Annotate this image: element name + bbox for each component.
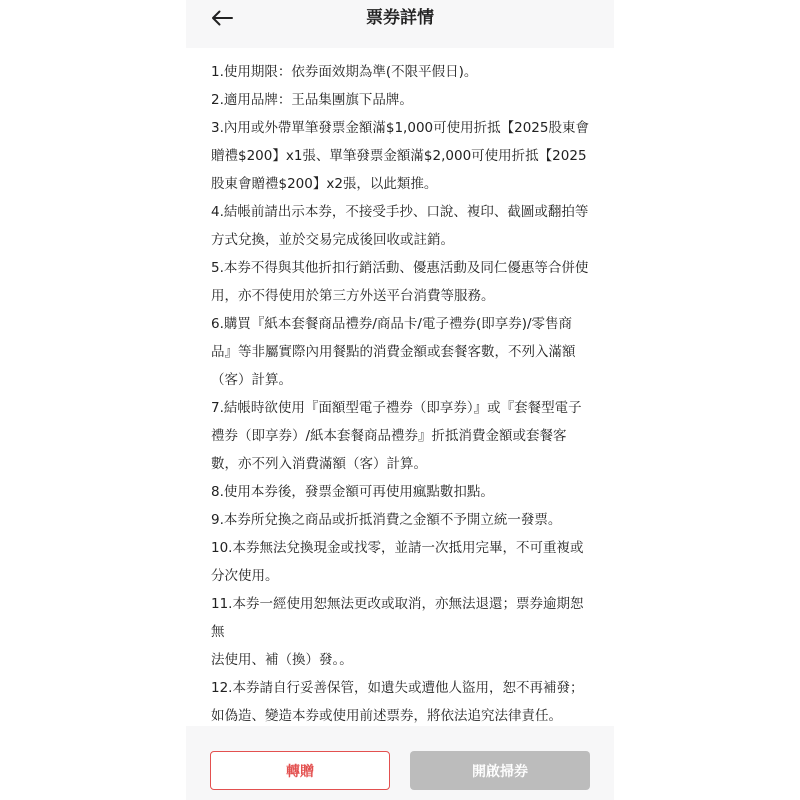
term-item: 3.內用或外帶單筆發票金額滿$1,000可使用折抵【2025股東會 贈禮$200】x1張、單筆發票金額滿$2,000可使用折抵【2025 股東會贈禮$200】x2張，以此類推。 xyxy=(211,120,589,192)
open-scan-button[interactable]: 開啟掃券 xyxy=(410,751,590,790)
action-bar xyxy=(186,726,614,800)
term-item: 10.本券無法兌換現金或找零，並請一次抵用完畢，不可重複或 分次使用。 xyxy=(211,540,584,584)
term-item: 1.使用期限：依券面效期為準(不限平假日)。 xyxy=(211,64,478,80)
terms-scroll-area[interactable] xyxy=(186,48,614,726)
term-item: 5.本券不得與其他折扣行銷活動、優惠活動及同仁優惠等合併使 用，亦不得使用於第三方外送平台消費等服務。 xyxy=(211,260,589,304)
term-item: 11.本券一經使用恕無法更改或取消，亦無法退還；票券逾期恕無 法使用、補（換）發。。 xyxy=(211,596,584,668)
term-item: 6.購買『紙本套餐商品禮券/商品卡/電子禮券(即享券)/零售商 品』等非屬實際內用餐點的消費金額或套餐客數，不列入滿額 （客）計算。 xyxy=(211,316,576,388)
term-item: 4.結帳前請出示本券，不接受手抄、口說、複印、截圖或翻拍等 方式兌換，並於交易完成後回收或註銷。 xyxy=(211,204,589,248)
terms-list xyxy=(186,48,614,758)
term-item: 9.本券所兌換之商品或折抵消費之金額不予開立統一發票。 xyxy=(211,512,562,528)
term-item: 7.結帳時欲使用『面額型電子禮券（即享券）』或『套餐型電子 禮券（即享券）/紙本套餐商品禮券』折抵消費金額或套餐客 數，亦不列入消費滿額（客）計算。 xyxy=(211,400,582,472)
term-item: 8.使用本券後，發票金額可再使用瘋點數扣點。 xyxy=(211,484,494,500)
header-bar xyxy=(186,0,614,48)
page-title: 票券詳情 xyxy=(366,8,434,28)
term-item: 12.本券請自行妥善保管，如遺失或遭他人盜用，恕不再補發； 如偽造、變造本券或使用前述票券，將依法追究法律責任。 xyxy=(211,680,584,724)
ticket-detail-screen xyxy=(186,0,614,800)
term-item: 2.適用品牌：王品集團旗下品牌。 xyxy=(211,92,413,108)
transfer-button[interactable]: 轉贈 xyxy=(210,751,390,790)
